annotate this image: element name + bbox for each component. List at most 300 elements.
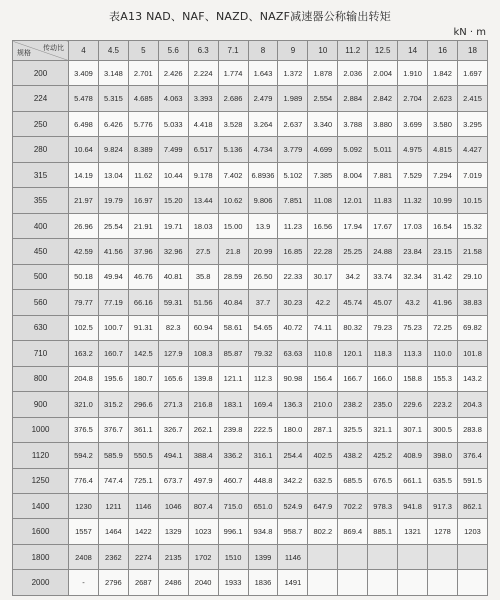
torque-cell: 24.88 <box>368 239 398 264</box>
torque-cell: 494.1 <box>158 443 188 468</box>
torque-cell: 5.315 <box>98 86 128 111</box>
torque-cell: 120.1 <box>338 341 368 366</box>
torque-cell: 862.1 <box>457 493 487 518</box>
torque-cell: 25.54 <box>98 213 128 238</box>
torque-cell: 802.2 <box>308 519 338 544</box>
torque-cell: 110.0 <box>428 341 458 366</box>
torque-cell: 100.7 <box>98 315 128 340</box>
torque-cell: 325.5 <box>338 417 368 442</box>
torque-cell: 776.4 <box>69 468 99 493</box>
torque-cell: 160.7 <box>98 341 128 366</box>
torque-cell: 3.148 <box>98 61 128 86</box>
torque-cell: 632.5 <box>308 468 338 493</box>
torque-cell: 1146 <box>128 493 158 518</box>
torque-cell: 361.1 <box>128 417 158 442</box>
ratio-header: 4.5 <box>98 41 128 61</box>
size-cell: 1800 <box>13 544 69 569</box>
torque-cell: 180.7 <box>128 366 158 391</box>
torque-cell: 6.498 <box>69 111 99 136</box>
table-row <box>13 264 488 289</box>
torque-cell: 11.83 <box>368 188 398 213</box>
torque-cell: 229.6 <box>398 392 428 417</box>
ratio-header: 7.1 <box>218 41 248 61</box>
torque-cell: 12.01 <box>338 188 368 213</box>
torque-cell: 1933 <box>218 570 248 596</box>
torque-cell: 3.340 <box>308 111 338 136</box>
torque-cell: 6.8936 <box>248 162 278 187</box>
ratio-header: 10 <box>308 41 338 61</box>
torque-cell: 216.8 <box>188 392 218 417</box>
torque-cell: 5.011 <box>368 137 398 162</box>
ratio-header: 9 <box>278 41 308 61</box>
torque-cell: 1.989 <box>278 86 308 111</box>
size-cell: 800 <box>13 366 69 391</box>
torque-table <box>12 40 488 596</box>
torque-cell <box>338 570 368 596</box>
torque-cell: 19.71 <box>158 213 188 238</box>
torque-cell: 262.1 <box>188 417 218 442</box>
torque-cell: 82.3 <box>158 315 188 340</box>
torque-cell: 3.699 <box>398 111 428 136</box>
torque-cell <box>338 544 368 569</box>
torque-cell: 118.3 <box>368 341 398 366</box>
torque-cell <box>428 544 458 569</box>
torque-cell: 210.0 <box>308 392 338 417</box>
torque-cell: 2.004 <box>368 61 398 86</box>
torque-cell: 6.517 <box>188 137 218 162</box>
torque-cell: 166.7 <box>338 366 368 391</box>
torque-cell: 13.04 <box>98 162 128 187</box>
torque-cell: 74.11 <box>308 315 338 340</box>
torque-cell: 14.19 <box>69 162 99 187</box>
torque-cell: 1.910 <box>398 61 428 86</box>
torque-cell: 1702 <box>188 544 218 569</box>
torque-cell: 2.224 <box>188 61 218 86</box>
torque-cell: 5.092 <box>338 137 368 162</box>
torque-cell: 747.4 <box>98 468 128 493</box>
torque-cell: 296.6 <box>128 392 158 417</box>
torque-cell: 45.07 <box>368 290 398 315</box>
torque-cell: 376.7 <box>98 417 128 442</box>
torque-cell: 460.7 <box>218 468 248 493</box>
torque-cell: 4.427 <box>457 137 487 162</box>
torque-cell: 934.8 <box>248 519 278 544</box>
torque-cell: 66.16 <box>128 290 158 315</box>
torque-cell: 183.1 <box>218 392 248 417</box>
torque-cell: 5.102 <box>278 162 308 187</box>
torque-cell: 2486 <box>158 570 188 596</box>
torque-cell: 10.64 <box>69 137 99 162</box>
ratio-header: 6.3 <box>188 41 218 61</box>
torque-cell: 807.4 <box>188 493 218 518</box>
torque-cell: 1.878 <box>308 61 338 86</box>
torque-cell: 204.3 <box>457 392 487 417</box>
torque-cell: 4.975 <box>398 137 428 162</box>
torque-cell: 13.44 <box>188 188 218 213</box>
torque-cell: 17.94 <box>338 213 368 238</box>
table-row <box>13 443 488 468</box>
torque-cell: 1491 <box>278 570 308 596</box>
size-cell: 315 <box>13 162 69 187</box>
torque-cell: 315.2 <box>98 392 128 417</box>
torque-cell: 3.264 <box>248 111 278 136</box>
torque-cell: 4.699 <box>308 137 338 162</box>
torque-cell: 8.389 <box>128 137 158 162</box>
torque-cell: 11.32 <box>398 188 428 213</box>
torque-cell: 2.623 <box>428 86 458 111</box>
torque-cell: 651.0 <box>248 493 278 518</box>
unit-label: kN · m <box>453 27 486 38</box>
torque-cell: 3.528 <box>218 111 248 136</box>
torque-cell: 32.34 <box>398 264 428 289</box>
torque-cell: 7.402 <box>218 162 248 187</box>
torque-cell: 21.8 <box>218 239 248 264</box>
torque-cell: 661.1 <box>398 468 428 493</box>
torque-cell: 139.8 <box>188 366 218 391</box>
table-header-row <box>13 41 488 61</box>
torque-cell: 41.56 <box>98 239 128 264</box>
table-title: 表A13 NAD、NAF、NAZD、NAZF减速器公称输出转矩 <box>109 10 391 23</box>
torque-cell: 80.32 <box>338 315 368 340</box>
torque-cell: 408.9 <box>398 443 428 468</box>
table-row <box>13 61 488 86</box>
torque-cell: 23.84 <box>398 239 428 264</box>
size-cell: 2000 <box>13 570 69 596</box>
torque-cell: 321.1 <box>368 417 398 442</box>
torque-cell: 21.91 <box>128 213 158 238</box>
torque-cell: 28.59 <box>218 264 248 289</box>
size-cell: 1600 <box>13 519 69 544</box>
torque-cell: 1836 <box>248 570 278 596</box>
torque-cell <box>457 570 487 596</box>
table-row <box>13 86 488 111</box>
torque-cell: 102.5 <box>69 315 99 340</box>
torque-cell: 10.99 <box>428 188 458 213</box>
torque-cell: 204.8 <box>69 366 99 391</box>
torque-cell: 10.15 <box>457 188 487 213</box>
torque-cell: 79.32 <box>248 341 278 366</box>
torque-cell: 300.5 <box>428 417 458 442</box>
torque-cell: 30.23 <box>278 290 308 315</box>
torque-cell: 376.4 <box>457 443 487 468</box>
torque-cell: 7.881 <box>368 162 398 187</box>
torque-cell: 11.08 <box>308 188 338 213</box>
table-row <box>13 213 488 238</box>
torque-cell: 29.10 <box>457 264 487 289</box>
torque-cell <box>368 544 398 569</box>
torque-cell: 16.54 <box>428 213 458 238</box>
torque-cell: 40.72 <box>278 315 308 340</box>
torque-cell: 5.776 <box>128 111 158 136</box>
torque-cell: 254.4 <box>278 443 308 468</box>
torque-cell: 13.9 <box>248 213 278 238</box>
torque-cell: 885.1 <box>368 519 398 544</box>
torque-cell: 1557 <box>69 519 99 544</box>
torque-cell: 40.81 <box>158 264 188 289</box>
torque-cell <box>368 570 398 596</box>
size-axis-label: 规格 <box>17 50 31 57</box>
table-row <box>13 341 488 366</box>
torque-cell: 715.0 <box>218 493 248 518</box>
torque-cell: 30.17 <box>308 264 338 289</box>
torque-cell: 22.33 <box>278 264 308 289</box>
torque-cell: 77.19 <box>98 290 128 315</box>
torque-cell: 37.96 <box>128 239 158 264</box>
torque-cell: 1.697 <box>457 61 487 86</box>
torque-cell: 4.063 <box>158 86 188 111</box>
torque-cell: 34.2 <box>338 264 368 289</box>
torque-cell <box>457 544 487 569</box>
ratio-header: 12.5 <box>368 41 398 61</box>
ratio-header: 5.6 <box>158 41 188 61</box>
torque-cell: 21.97 <box>69 188 99 213</box>
size-cell: 1250 <box>13 468 69 493</box>
torque-cell: 1046 <box>158 493 188 518</box>
table-row <box>13 111 488 136</box>
torque-cell: 8.004 <box>338 162 368 187</box>
torque-cell: 91.31 <box>128 315 158 340</box>
torque-cell: 46.76 <box>128 264 158 289</box>
ratio-header: 14 <box>398 41 428 61</box>
ratio-header: 11.2 <box>338 41 368 61</box>
torque-cell: 1464 <box>98 519 128 544</box>
torque-cell: 287.1 <box>308 417 338 442</box>
torque-cell: 2.036 <box>338 61 368 86</box>
torque-cell: 75.23 <box>398 315 428 340</box>
torque-cell: 2.884 <box>338 86 368 111</box>
torque-cell: 4.815 <box>428 137 458 162</box>
torque-cell: 22.28 <box>308 239 338 264</box>
size-cell: 224 <box>13 86 69 111</box>
torque-cell: 388.4 <box>188 443 218 468</box>
torque-cell: 1.372 <box>278 61 308 86</box>
torque-cell: 101.8 <box>457 341 487 366</box>
torque-cell: 702.2 <box>338 493 368 518</box>
torque-cell: 1.842 <box>428 61 458 86</box>
torque-cell: 1422 <box>128 519 158 544</box>
torque-cell: 2.701 <box>128 61 158 86</box>
torque-cell: 50.18 <box>69 264 99 289</box>
table-row <box>13 315 488 340</box>
torque-cell: 110.8 <box>308 341 338 366</box>
torque-cell: 326.7 <box>158 417 188 442</box>
torque-cell: 676.5 <box>368 468 398 493</box>
torque-cell: 156.4 <box>308 366 338 391</box>
torque-cell: 166.0 <box>368 366 398 391</box>
table-row <box>13 544 488 569</box>
torque-cell <box>308 544 338 569</box>
torque-cell: 2135 <box>158 544 188 569</box>
torque-cell: 647.9 <box>308 493 338 518</box>
size-cell: 200 <box>13 61 69 86</box>
torque-cell: 1510 <box>218 544 248 569</box>
torque-cell: 142.5 <box>128 341 158 366</box>
table-row <box>13 188 488 213</box>
torque-cell: 11.62 <box>128 162 158 187</box>
size-cell: 710 <box>13 341 69 366</box>
table-row <box>13 162 488 187</box>
torque-cell: 41.96 <box>428 290 458 315</box>
torque-cell: 7.294 <box>428 162 458 187</box>
torque-cell <box>398 544 428 569</box>
torque-cell: 1230 <box>69 493 99 518</box>
torque-cell: 79.23 <box>368 315 398 340</box>
torque-cell: 195.6 <box>98 366 128 391</box>
torque-cell: 1146 <box>278 544 308 569</box>
torque-cell: 223.2 <box>428 392 458 417</box>
torque-cell: 238.2 <box>338 392 368 417</box>
torque-cell: 869.4 <box>338 519 368 544</box>
size-cell: 500 <box>13 264 69 289</box>
torque-cell: 725.1 <box>128 468 158 493</box>
torque-cell: 376.5 <box>69 417 99 442</box>
size-cell: 1120 <box>13 443 69 468</box>
torque-cell: 43.2 <box>398 290 428 315</box>
torque-cell: 7.529 <box>398 162 428 187</box>
torque-cell: 16.97 <box>128 188 158 213</box>
size-cell: 400 <box>13 213 69 238</box>
torque-cell: 550.5 <box>128 443 158 468</box>
torque-cell: 3.880 <box>368 111 398 136</box>
torque-cell: 26.50 <box>248 264 278 289</box>
torque-cell: 90.98 <box>278 366 308 391</box>
torque-cell: 9.178 <box>188 162 218 187</box>
table-row <box>13 519 488 544</box>
torque-cell: 524.9 <box>278 493 308 518</box>
torque-cell: 307.1 <box>398 417 428 442</box>
torque-cell <box>428 570 458 596</box>
torque-cell: 31.42 <box>428 264 458 289</box>
torque-cell: 316.1 <box>248 443 278 468</box>
torque-cell: 169.4 <box>248 392 278 417</box>
table-row <box>13 493 488 518</box>
torque-cell: 6.426 <box>98 111 128 136</box>
torque-cell: 69.82 <box>457 315 487 340</box>
torque-cell: 10.44 <box>158 162 188 187</box>
torque-cell: 20.99 <box>248 239 278 264</box>
torque-cell: 2.479 <box>248 86 278 111</box>
torque-cell: 5.478 <box>69 86 99 111</box>
torque-cell: 3.393 <box>188 86 218 111</box>
torque-cell: 2040 <box>188 570 218 596</box>
torque-cell: 15.32 <box>457 213 487 238</box>
torque-cell: 163.2 <box>69 341 99 366</box>
torque-cell: 127.9 <box>158 341 188 366</box>
torque-cell: 2.704 <box>398 86 428 111</box>
torque-cell: 673.7 <box>158 468 188 493</box>
table-row <box>13 392 488 417</box>
torque-cell: 2274 <box>128 544 158 569</box>
torque-cell: 3.580 <box>428 111 458 136</box>
ratio-header: 5 <box>128 41 158 61</box>
torque-cell: 1399 <box>248 544 278 569</box>
torque-cell: 35.8 <box>188 264 218 289</box>
torque-cell: 113.3 <box>398 341 428 366</box>
torque-cell: 2687 <box>128 570 158 596</box>
torque-cell <box>398 570 428 596</box>
torque-cell: 7.851 <box>278 188 308 213</box>
table-row <box>13 290 488 315</box>
table-body <box>13 61 488 596</box>
torque-cell: 143.2 <box>457 366 487 391</box>
torque-cell: 23.15 <box>428 239 458 264</box>
torque-cell: 7.019 <box>457 162 487 187</box>
torque-cell: 438.2 <box>338 443 368 468</box>
torque-cell: 941.8 <box>398 493 428 518</box>
torque-cell <box>308 570 338 596</box>
ratio-header: 16 <box>428 41 458 61</box>
torque-cell: 271.3 <box>158 392 188 417</box>
torque-cell: 2796 <box>98 570 128 596</box>
torque-cell: 136.3 <box>278 392 308 417</box>
torque-cell: 33.74 <box>368 264 398 289</box>
torque-cell: 32.96 <box>158 239 188 264</box>
torque-cell: 17.03 <box>398 213 428 238</box>
torque-cell: 18.03 <box>188 213 218 238</box>
torque-cell: 235.0 <box>368 392 398 417</box>
torque-cell: 10.62 <box>218 188 248 213</box>
torque-cell: 321.0 <box>69 392 99 417</box>
torque-cell: 9.806 <box>248 188 278 213</box>
torque-cell: 72.25 <box>428 315 458 340</box>
torque-cell: 398.0 <box>428 443 458 468</box>
torque-cell: 112.3 <box>248 366 278 391</box>
torque-cell: 402.5 <box>308 443 338 468</box>
torque-cell: 15.00 <box>218 213 248 238</box>
torque-cell: 4.685 <box>128 86 158 111</box>
table-row <box>13 366 488 391</box>
torque-cell: 1321 <box>398 519 428 544</box>
torque-cell: 996.1 <box>218 519 248 544</box>
torque-cell: 40.84 <box>218 290 248 315</box>
size-cell: 1000 <box>13 417 69 442</box>
torque-cell: 2.637 <box>278 111 308 136</box>
torque-cell: 3.788 <box>338 111 368 136</box>
torque-cell: 37.7 <box>248 290 278 315</box>
size-cell: 900 <box>13 392 69 417</box>
torque-cell: 165.6 <box>158 366 188 391</box>
torque-cell: 108.3 <box>188 341 218 366</box>
torque-cell: 51.56 <box>188 290 218 315</box>
torque-cell: - <box>69 570 99 596</box>
torque-cell: 5.033 <box>158 111 188 136</box>
torque-cell: 594.2 <box>69 443 99 468</box>
torque-cell: 49.94 <box>98 264 128 289</box>
ratio-header: 4 <box>69 41 99 61</box>
ratio-axis-label: 传动比 <box>43 45 64 52</box>
torque-cell: 635.5 <box>428 468 458 493</box>
torque-cell: 27.5 <box>188 239 218 264</box>
torque-cell: 7.385 <box>308 162 338 187</box>
torque-cell: 11.23 <box>278 213 308 238</box>
torque-cell: 7.499 <box>158 137 188 162</box>
size-cell: 1400 <box>13 493 69 518</box>
table-row <box>13 137 488 162</box>
torque-cell: 17.67 <box>368 213 398 238</box>
torque-cell: 58.61 <box>218 315 248 340</box>
size-cell: 450 <box>13 239 69 264</box>
ratio-header: 18 <box>457 41 487 61</box>
torque-cell: 16.56 <box>308 213 338 238</box>
torque-cell: 2408 <box>69 544 99 569</box>
torque-cell: 2.686 <box>218 86 248 111</box>
torque-cell: 9.824 <box>98 137 128 162</box>
torque-cell: 2.554 <box>308 86 338 111</box>
torque-cell: 60.94 <box>188 315 218 340</box>
torque-cell: 425.2 <box>368 443 398 468</box>
torque-cell: 497.9 <box>188 468 218 493</box>
size-cell: 630 <box>13 315 69 340</box>
